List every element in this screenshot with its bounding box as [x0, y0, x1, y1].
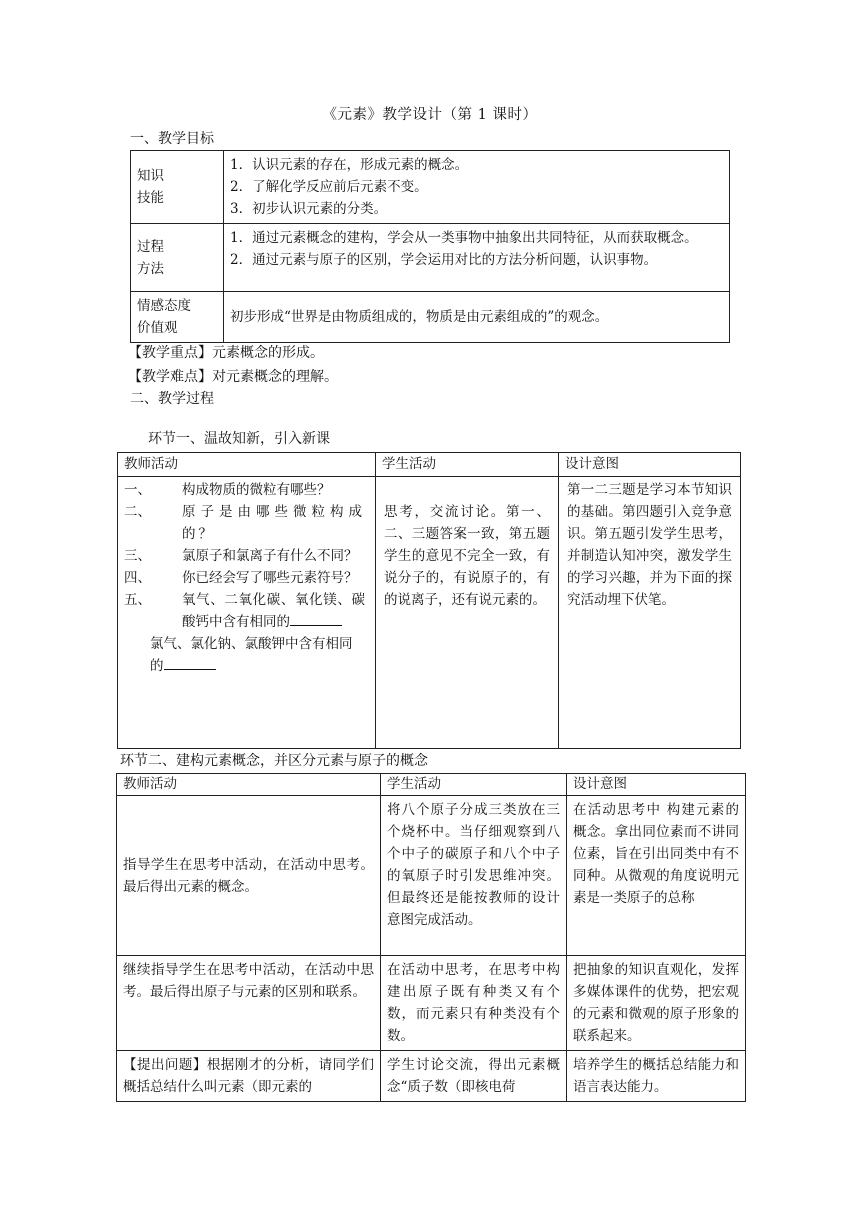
- stage2-table: [116, 773, 746, 1102]
- question-item: 五、 氧气、二氧化碳、氧化镁、碳酸钙中含有相同的: [124, 592, 365, 630]
- header-intent: 设计意图: [559, 453, 741, 477]
- stage1-heading: 环节一、温故知新，引入新课: [148, 431, 330, 447]
- header-student: 学生活动: [381, 774, 567, 796]
- header-teacher: 教师活动: [117, 774, 381, 796]
- table-row: [117, 1051, 746, 1102]
- question-item: 二、 原子是由哪些微粒构成的？: [124, 504, 365, 542]
- header-student: 学生活动: [376, 453, 559, 477]
- design-intent: 把抽象的知识直观化，发挥多媒体课件的优势，把宏观的元素和微观的原子形象的联系起来。: [567, 956, 746, 1051]
- question-item: 一、 构成物质的微粒有哪些？: [124, 482, 331, 498]
- header-teacher: 教师活动: [118, 453, 376, 477]
- goal-row-knowledge: [131, 151, 730, 224]
- key-point: 【教学重点】元素概念的形成。: [128, 345, 324, 361]
- goal-content: 初步形成“世界是由物质组成的，物质是由元素组成的”的观念。: [224, 292, 730, 343]
- goal-row-process: [131, 224, 730, 292]
- student-activity: 将八个原子分成三类放在三个烧杯中。当仔细观察到八个中子的碳原子和八个中子的氧原子时引发思维冲突。但最终还是能按教师的设计意图完成活动。: [381, 796, 567, 956]
- teacher-activity: [118, 477, 376, 749]
- goal-content: 1．通过元素概念的建构，学会从一类事物中抽象出共同特征，从而获取概念。 2．通过元素与原子的区别，学会运用对比的方法分析问题，认识事物。: [224, 224, 730, 292]
- question-item: 四、 你已经会写了哪些元素符号？: [124, 570, 358, 586]
- table-header-row: [117, 774, 746, 796]
- table-header-row: [118, 453, 741, 477]
- goal-row-attitude: [131, 292, 730, 343]
- answer-blank: [290, 611, 342, 626]
- goal-label: 情感态度 价值观: [131, 292, 224, 343]
- question-item-continued: 氯气、氯化钠、氯酸钾中含有相同的: [150, 636, 353, 674]
- section-teaching-process: 二、教学过程: [130, 391, 214, 407]
- design-intent: 第一二三题是学习本节知识的基础。第四题引入竞争意识。第五题引发学生思考，并制造认知冲突，激发学生的学习兴趣，并为下面的探究活动埋下伏笔。: [559, 477, 741, 749]
- question-item: 三、 氯原子和氯离子有什么不同？: [124, 548, 358, 564]
- document-title: 《元素》教学设计（第 1 课时）: [322, 107, 538, 123]
- teacher-activity: 【提出问题】根据刚才的分析，请同学们概括总结什么叫元素（即元素的: [117, 1051, 381, 1102]
- answer-blank: [164, 655, 216, 670]
- student-activity: 在活动中思考，在思考中构建出原子既有种类又有个数，而元素只有种类没有个数。: [381, 956, 567, 1051]
- design-intent: 培养学生的概括总结能力和语言表达能力。: [567, 1051, 746, 1102]
- goal-content: 1．认识元素的存在，形成元素的概念。 2．了解化学反应前后元素不变。 3．初步认识元素的分类。: [224, 151, 730, 224]
- table-row: [118, 477, 741, 749]
- header-intent: 设计意图: [567, 774, 746, 796]
- student-activity: 思考，交流讨论。第一、二、三题答案一致，第五题学生的意见不完全一致，有说分子的，有说原子的，有的说离子，还有说元素的。: [376, 477, 559, 749]
- teacher-activity: 继续指导学生在思考中活动，在活动中思考。最后得出原子与元素的区别和联系。: [117, 956, 381, 1051]
- goal-label: 过程 方法: [131, 224, 224, 292]
- stage2-heading: 环节二、建构元素概念，并区分元素与原子的概念: [120, 753, 428, 769]
- goals-table: [130, 150, 730, 343]
- section-teaching-goals: 一、教学目标: [130, 131, 214, 147]
- stage1-table: [117, 452, 741, 749]
- table-row: [117, 956, 746, 1051]
- design-intent: 在活动思考中 构建元素的概念。拿出同位素而不讲同位素，旨在引出同类中有不同种。从微观的角度说明元素是一类原子的总称: [567, 796, 746, 956]
- teacher-activity: 指导学生在思考中活动，在活动中思考。最后得出元素的概念。: [117, 796, 381, 956]
- table-row: [117, 796, 746, 956]
- goal-label: 知识 技能: [131, 151, 224, 224]
- student-activity: 学生讨论交流，得出元素概念“质子数（即核电荷: [381, 1051, 567, 1102]
- difficulty-point: 【教学难点】对元素概念的理解。: [128, 369, 338, 385]
